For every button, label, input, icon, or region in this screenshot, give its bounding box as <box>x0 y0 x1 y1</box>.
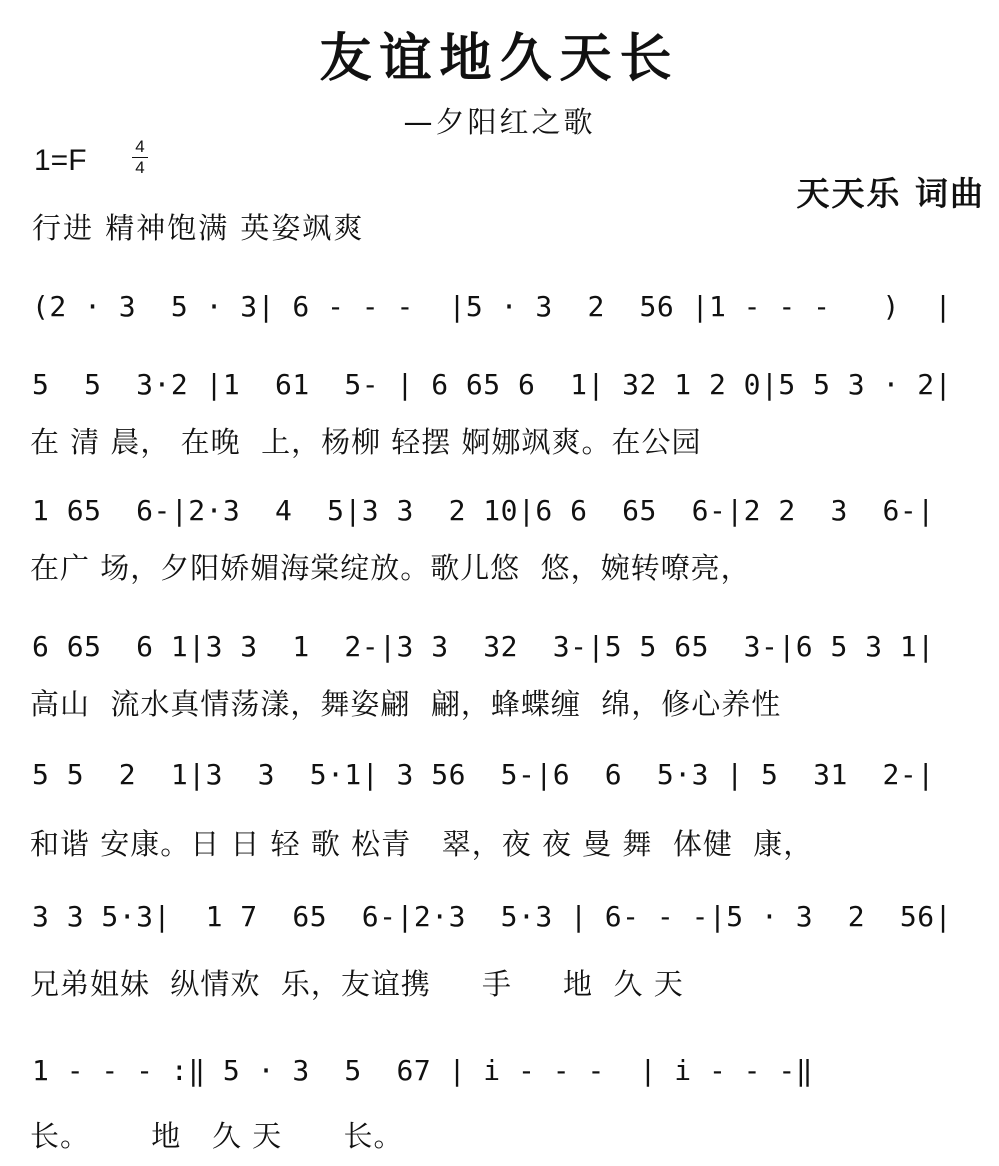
time-signature <box>130 138 150 177</box>
tempo-marking: 行进 精神饱满 英姿飒爽 <box>32 211 365 245</box>
key-signature: 1=F <box>34 144 87 177</box>
system-5-lyrics: 和谐 安康。日 日 轻 歌 松青 翠，夜 夜 曼 舞 体健 康， <box>30 827 814 861</box>
system-7-lyrics: 长。 地 久 天 长。 <box>30 1119 404 1153</box>
system-3-lyrics: 在广 场，夕阳娇媚海棠绽放。歌儿悠 悠，婉转嘹亮， <box>30 551 751 585</box>
system-2-notes: 5 5 3·2 |1 61 5- | 6 65 6 1| 32 1 2 0|5 5 3 · 2| <box>32 368 952 401</box>
system-7-notes: 1 - - - :‖ 5 · 3 5 67 | i - - - | i - - -‖ <box>32 1054 814 1087</box>
system-2-lyrics: 在 清 晨， 在晚 上，杨柳 轻摆 婀娜飒爽。在公园 <box>30 425 702 459</box>
song-title: 友谊地久天长 <box>319 29 680 89</box>
system-6-notes: 3 3 5·3| 1 7 65 6-|2·3 5·3 | 6- - -|5 · 3 2 56| <box>32 900 952 933</box>
time-signature-top: 4 <box>135 137 145 156</box>
system-3-notes: 1 65 6-|2·3 4 5|3 3 2 10|6 6 65 6-|2 2 3 6-| <box>32 494 935 527</box>
time-signature-bottom: 4 <box>135 158 145 177</box>
system-4-lyrics: 高山 流水真情荡漾，舞姿翩 翩，蜂蝶缠 绵，修心养性 <box>30 687 782 721</box>
system-4-notes: 6 65 6 1|3 3 1 2-|3 3 32 3-|5 5 65 3-|6 5 3 1| <box>32 630 935 663</box>
system-1-notes: (2 · 3 5 · 3| 6 - - - |5 · 3 2 56 |1 - - - ) | <box>32 290 952 323</box>
composer-credit: 天天乐 词曲 <box>796 174 985 213</box>
song-subtitle: —夕阳红之歌 <box>403 105 596 139</box>
system-6-lyrics: 兄弟姐妹 纵情欢 乐，友谊携 手 地 久 天 <box>30 967 684 1001</box>
system-5-notes: 5 5 2 1|3 3 5·1| 3 56 5-|6 6 5·3 | 5 31 2-| <box>32 758 935 791</box>
